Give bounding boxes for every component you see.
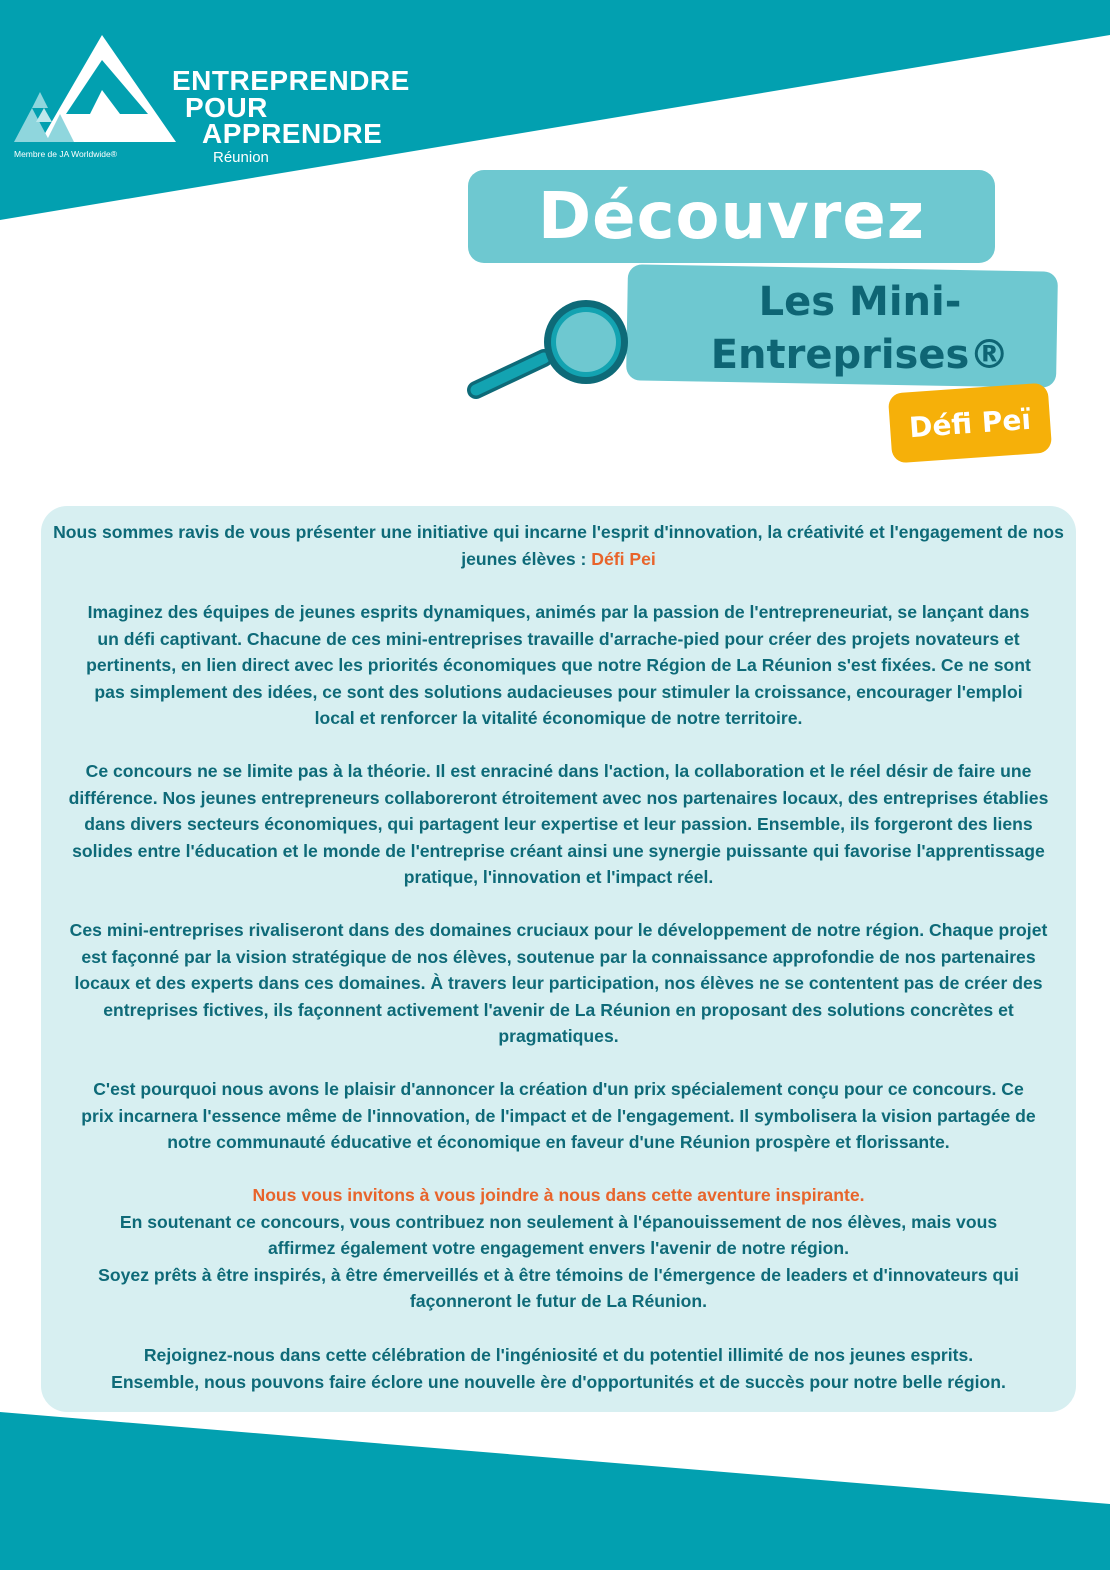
logo-line-pour: POUR [185, 92, 268, 123]
defi-pei-tag [888, 383, 1052, 464]
intro-text: Nous sommes ravis de vous présenter une initiative qui incarne l'esprit d'innovation, la créativité et l'engagement de nos jeunes élèves : [53, 522, 1064, 569]
paragraph-teams: Imaginez des équipes de jeunes esprits dynamiques, animés par la passion de l'entrepreneuriat, se lançant dans un défi captivant. Chacune de ces mini-entreprises travaille d'arrache-pied pour créer des projets novateurs et pertinents, en lien direct avec les priorités économiques que notre Région de La Réunion s'est fixées. Ce ne sont pas simplement des idées, ce sont des solutions audacieuses pour stimuler la croissance, encourager l'emploi local et renforcer la vitalité économique de notre territoire. [86, 602, 1031, 729]
title-banner [468, 170, 995, 263]
paragraph-prix: C'est pourquoi nous avons le plaisir d'annoncer la création d'un prix spécialement conçu pour ce concours. Ce prix incarnera l'essence même de l'innovation, de l'impact et de l'engagement. Il symbolisera la vision partagée de notre communauté éducative et économique en faveur d'une Réunion prospère et florissante. [81, 1079, 1036, 1153]
page-title: Découvrez [538, 179, 925, 254]
logo-line-entreprendre: ENTREPRENDRE [172, 65, 410, 96]
closing-line-1: Rejoignez-nous dans cette célébration de l'ingéniosité et du potentiel illimité de nos jeunes esprits. [143, 1345, 974, 1365]
paragraph-domaines: Ces mini-entreprises rivaliseront dans des domaines cruciaux pour le développement de notre région. Chaque projet est façonné par la vision stratégique de nos élèves, soutenue par la connaissance approfondie de nos partenaires locaux et des experts dans ces domaines. À travers leur participation, nos élèves ne se contentent pas de créer des entreprises fictives, ils façonnent activement l'avenir de La Réunion en proposant des solutions concrètes et pragmatiques. [69, 920, 1048, 1047]
paragraph-closing [41, 1342, 1076, 1395]
tag-label: Défi Peï [908, 402, 1032, 444]
paragraph-intro [41, 519, 1076, 572]
footer-background-band [0, 1400, 1110, 1570]
magnifier-icon [462, 292, 637, 407]
intro-highlight: Défi Pei [591, 548, 656, 569]
logo-line-apprendre: APPRENDRE [202, 118, 383, 149]
content-panel [41, 506, 1076, 1412]
logo-member-note: Membre de JA Worldwide® [14, 149, 117, 159]
paragraph-invitation [41, 1182, 1076, 1315]
subtitle-line-1: Les Mini- [758, 279, 962, 325]
closing-line-2: Ensemble, nous pouvons faire éclore une nouvelle ère d'opportunités et de succès pour notre belle région. [111, 1371, 1006, 1392]
invitation-highlight: Nous vous invitons à vous joindre à nous dans cette aventure inspirante. [252, 1185, 865, 1205]
subtitle-line-2: Entreprises® [710, 332, 1010, 378]
logo-region: Réunion [213, 149, 269, 166]
invitation-line-2: Soyez prêts à être inspirés, à être émerveillés et à être témoins de l'émergence de leaders et d'innovateurs qui façonneront le futur de La Réunion. [98, 1264, 1019, 1312]
paragraph-concours: Ce concours ne se limite pas à la théorie. Il est enraciné dans l'action, la collaboration et le réel désir de faire une différence. Nos jeunes entrepreneurs collaboreront étroitement avec nos partenaires locaux, des entreprises établies dans divers secteurs économiques, qui partagent leur expertise et leur passion. Ensemble, ils forgeront des liens solides entre l'éducation et le monde de l'entreprise créant ainsi une synergie puissante qui favorise l'apprentissage pratique, l'innovation et l'impact réel. [68, 761, 1049, 888]
invitation-line-1: En soutenant ce concours, vous contribuez non seulement à l'épanouissement de nos élèves, mais vous affirmez également votre engagement envers l'avenir de notre région. [119, 1211, 998, 1259]
